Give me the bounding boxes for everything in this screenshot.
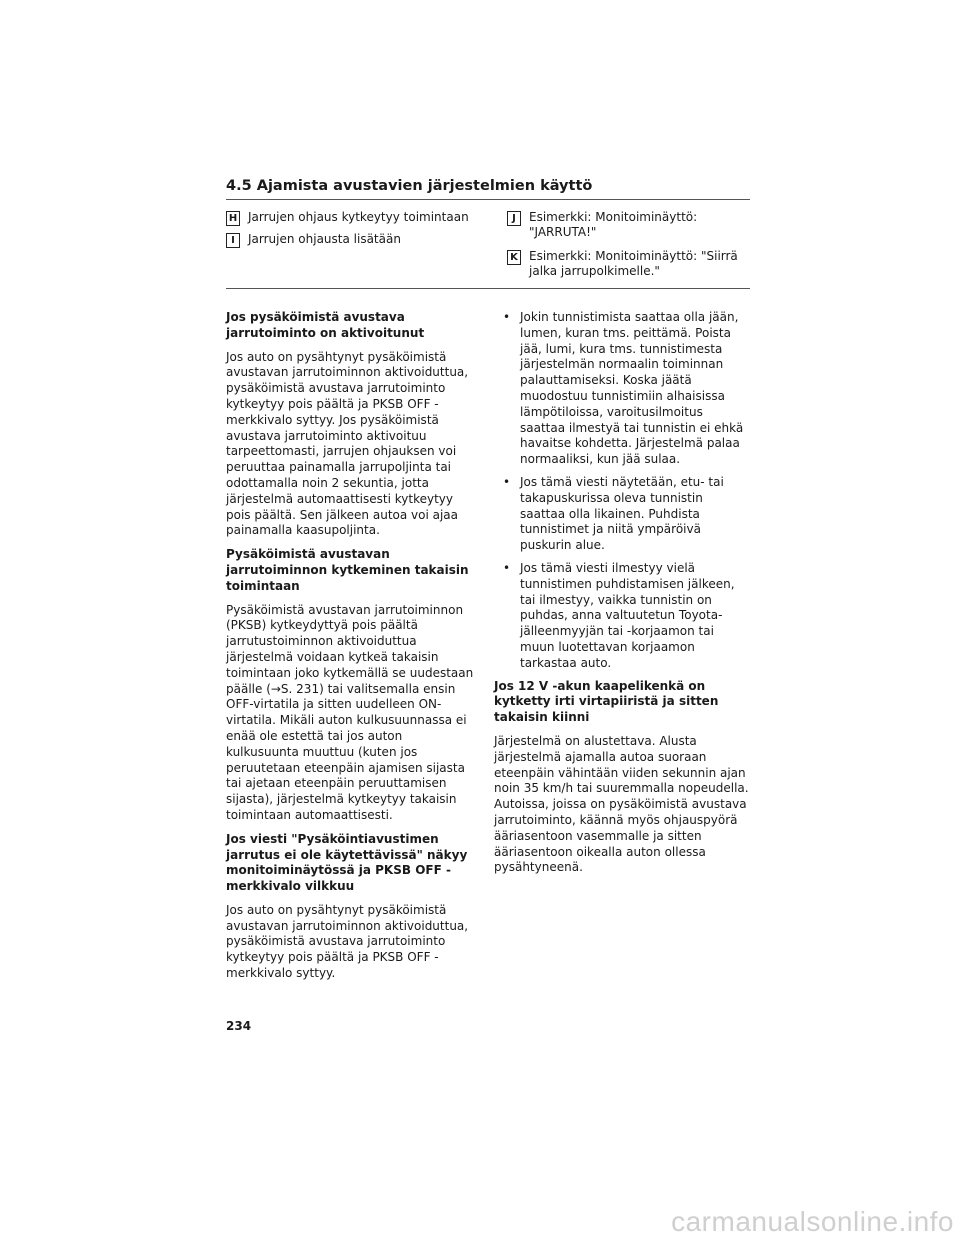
bullet-list bbox=[494, 310, 750, 672]
header-rule bbox=[226, 199, 750, 200]
legend-item bbox=[507, 249, 750, 279]
paragraph: Jos auto on pysähtynyt pysäköimistä avustavan jarrutoiminnon aktivoiduttua, pysäköimistä avustava jarrutoiminto kytkeytyy pois päältä ja PKSB OFF -merkkivalo syttyy. bbox=[226, 902, 469, 981]
page-number: 234 bbox=[226, 1019, 252, 1033]
subheading: Jos 12 V -akun kaapelikenkä on kytketty irti virtapiiristä ja sitten takaisin kiinni bbox=[494, 678, 719, 725]
legend-item bbox=[507, 210, 750, 240]
legend-key-badge: H bbox=[226, 211, 240, 226]
subheading: Jos viesti "Pysäköintiavustimen jarrutus ei ole käytettävissä" näkyy monitoiminäytössä ja PKSB OFF -merkkivalo vilkkuu bbox=[226, 831, 468, 894]
legend-item bbox=[226, 232, 488, 248]
legend-right bbox=[507, 210, 750, 285]
list-item: • Jokin tunnistimista saattaa olla jään, lumen, kuran tms. peittämä. Poista jää, lumi, kura tms. tunnistimesta järjestelmän normaalin toiminnan palauttamiseksi. Koska jäätä muodostuu tunnistimiin alhaisissa lämpötiloissa, varoitusilmoitus saattaa ilmestyä tai tunnistin ei ehkä havaitse kohdetta. Järjestelmä palaa normaaliksi, kun jää sulaa. bbox=[494, 310, 750, 468]
legend-key-badge: J bbox=[507, 211, 521, 226]
legend-text: Jarrujen ohjaus kytkeytyy toimintaan bbox=[248, 210, 469, 224]
legend-key-badge: K bbox=[507, 250, 521, 265]
paragraph: Pysäköimistä avustavan jarrutoiminnon (PKSB) kytkeydyttyä pois päältä jarrutustoiminnon aktivoiduttua järjestelmä voidaan kytkeä takaisin toimintaan joko kytkemällä se uudestaan päälle (→S. 231) tai valitsemalla ensin OFF-virtatila ja sitten uudelleen ON-virtatila. Mikäli auton kulkusuunnassa ei enää ole estettä tai jos auton kulkusuunta muuttuu (kuten jos peruutetaan eteenpäin ajamisen sijasta tai ajetaan eteenpäin peruuttamisen sijasta), järjestelmä kytkeytyy takaisin toimintaan automaattisesti. bbox=[226, 602, 474, 822]
list-item: • Jos tämä viesti ilmestyy vielä tunnistimen puhdistamisen jälkeen, tai ilmestyy, vaikka tunnistin on puhdas, anna valtuutetun Toyota-jälleenmyyjän tai -korjaamon tai muun luotettavan korjaamon tarkastaa auto. bbox=[494, 561, 750, 672]
legend-key-badge: I bbox=[226, 233, 240, 248]
right-column bbox=[494, 310, 750, 884]
paragraph: Järjestelmä on alustettava. Alusta järjestelmä ajamalla autoa suoraan eteenpäin vähintään viiden sekunnin ajan noin 35 km/h tai suuremmalla nopeudella. Autoissa, joissa on pysäköimistä avustava jarrutoiminto, käännä myös ohjauspyörä ääriasentoon vasemmalle ja sitten ääriasentoon oikealla auton ollessa pysähtyneenä. bbox=[494, 733, 749, 875]
legend-text: Esimerkki: Monitoiminäyttö: "JARRUTA!" bbox=[529, 210, 698, 239]
left-column bbox=[226, 310, 474, 990]
legend-text: Esimerkki: Monitoiminäyttö: "Siirrä jalka jarrupolkimelle." bbox=[529, 249, 738, 278]
legend-text: Jarrujen ohjausta lisätään bbox=[248, 232, 401, 246]
list-item: • Jos tämä viesti näytetään, etu- tai takapuskurissa oleva tunnistin saattaa olla likainen. Puhdista tunnistimet ja niitä ympäröivä puskurin alue. bbox=[494, 475, 750, 554]
legend-rule bbox=[226, 288, 750, 289]
watermark: carmanualsonline.info bbox=[671, 1206, 954, 1237]
legend-item bbox=[226, 210, 488, 226]
paragraph: Jos auto on pysähtynyt pysäköimistä avustavan jarrutoiminnon aktivoiduttua, pysäköimistä avustava jarrutoiminto kytkeytyy pois päältä ja PKSB OFF -merkkivalo syttyy. Jos pysäköimistä avustava jarrutoiminto aktivoituu tarpeettomasti, jarrujen ohjauksen voi peruuttaa painamalla jarrupoljinta tai odottamalla noin 2 sekuntia, jotta järjestelmä automaattisesti kytkeytyy pois päältä. Sen jälkeen autoa voi ajaa painamalla kaasupoljinta. bbox=[226, 349, 469, 538]
subheading: Jos pysäköimistä avustava jarrutoiminto on aktivoitunut bbox=[226, 310, 425, 340]
legend-left bbox=[226, 210, 488, 254]
section-header: 4.5 Ajamista avustavien järjestelmien käyttö bbox=[226, 178, 593, 194]
subheading: Pysäköimistä avustavan jarrutoiminnon kytkeminen takaisin toimintaan bbox=[226, 547, 469, 593]
